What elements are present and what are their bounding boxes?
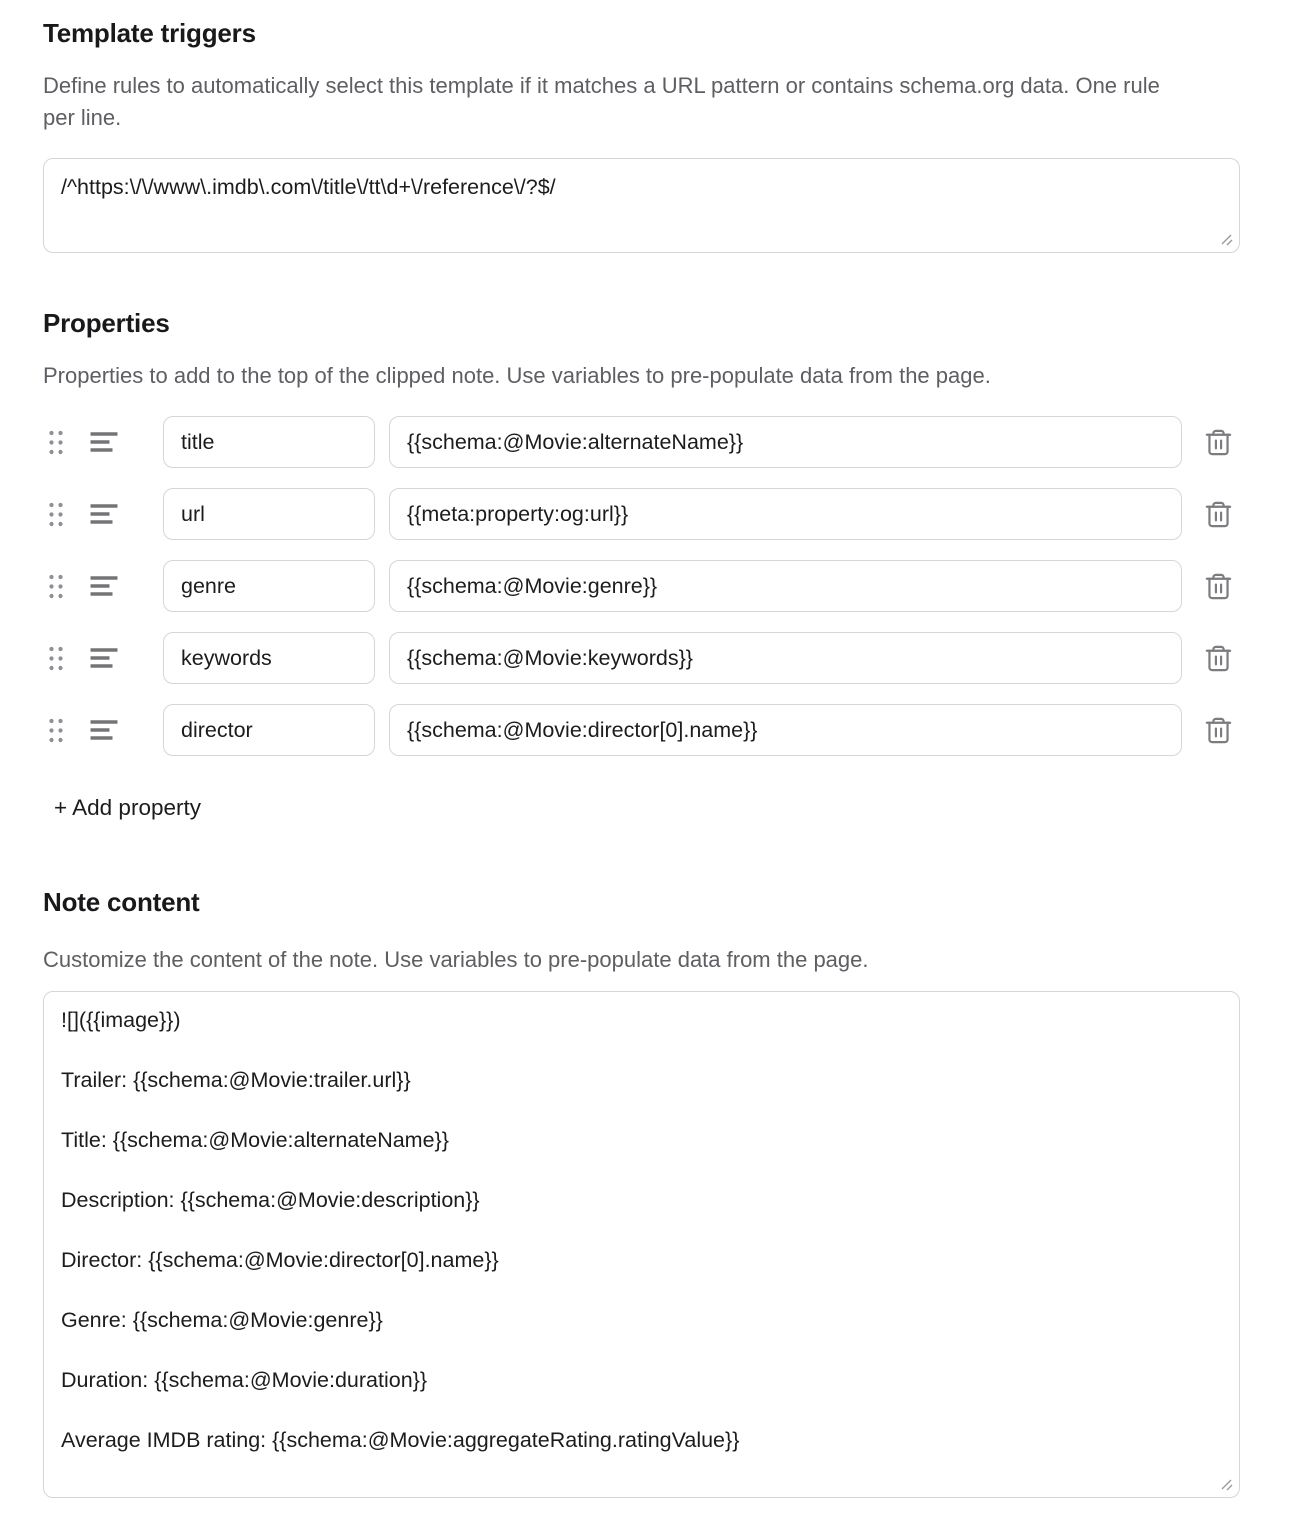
property-type-button[interactable] xyxy=(89,573,119,599)
grip-vertical-icon xyxy=(47,716,65,745)
delete-property-button[interactable] xyxy=(1203,499,1234,530)
text-type-icon xyxy=(89,717,119,743)
grip-vertical-icon xyxy=(47,500,65,529)
text-type-icon xyxy=(89,429,119,455)
properties-description: Properties to add to the top of the clipped note. Use variables to pre-populate data from the page. xyxy=(43,363,991,388)
property-name-input[interactable] xyxy=(163,560,375,612)
text-type-icon xyxy=(89,645,119,671)
property-value-input[interactable] xyxy=(389,560,1182,612)
property-row xyxy=(43,488,1240,540)
property-type-button[interactable] xyxy=(89,717,119,743)
trash-icon xyxy=(1203,571,1234,602)
template-editor xyxy=(43,0,1240,1498)
property-name-input[interactable] xyxy=(163,704,375,756)
drag-handle[interactable] xyxy=(46,644,66,673)
note-content-description: Customize the content of the note. Use variables to pre-populate data from the page. xyxy=(43,947,869,972)
note-content-heading: Note content xyxy=(43,887,200,917)
property-name-input[interactable] xyxy=(163,632,375,684)
property-value-input[interactable] xyxy=(389,488,1182,540)
properties-section xyxy=(43,308,1240,821)
grip-vertical-icon xyxy=(47,644,65,673)
template-triggers-section xyxy=(43,18,1240,253)
text-type-icon xyxy=(89,573,119,599)
drag-handle[interactable] xyxy=(46,716,66,745)
template-triggers-heading: Template triggers xyxy=(43,18,256,48)
property-row xyxy=(43,632,1240,684)
property-value-input[interactable] xyxy=(389,632,1182,684)
property-row xyxy=(43,560,1240,612)
property-row xyxy=(43,704,1240,756)
grip-vertical-icon xyxy=(47,572,65,601)
note-content-textarea[interactable] xyxy=(43,991,1240,1498)
trash-icon xyxy=(1203,427,1234,458)
template-triggers-textarea[interactable] xyxy=(43,158,1240,253)
add-property-button[interactable]: + Add property xyxy=(54,795,201,820)
property-row xyxy=(43,416,1240,468)
drag-handle[interactable] xyxy=(46,572,66,601)
template-triggers-field xyxy=(43,158,1240,253)
delete-property-button[interactable] xyxy=(1203,643,1234,674)
grip-vertical-icon xyxy=(47,428,65,457)
trash-icon xyxy=(1203,499,1234,530)
property-type-button[interactable] xyxy=(89,645,119,671)
text-type-icon xyxy=(89,501,119,527)
property-name-input[interactable] xyxy=(163,488,375,540)
property-value-input[interactable] xyxy=(389,416,1182,468)
trash-icon xyxy=(1203,643,1234,674)
property-rows xyxy=(43,416,1240,756)
properties-heading: Properties xyxy=(43,308,170,338)
property-type-button[interactable] xyxy=(89,429,119,455)
note-content-field xyxy=(43,991,1240,1498)
note-content-section xyxy=(43,887,1240,1498)
property-type-button[interactable] xyxy=(89,501,119,527)
delete-property-button[interactable] xyxy=(1203,571,1234,602)
drag-handle[interactable] xyxy=(46,500,66,529)
property-name-input[interactable] xyxy=(163,416,375,468)
delete-property-button[interactable] xyxy=(1203,715,1234,746)
drag-handle[interactable] xyxy=(46,428,66,457)
trash-icon xyxy=(1203,715,1234,746)
property-value-input[interactable] xyxy=(389,704,1182,756)
delete-property-button[interactable] xyxy=(1203,427,1234,458)
template-triggers-description: Define rules to automatically select this template if it matches a URL pattern or contains schema.org data. One rule per line. xyxy=(43,73,1160,130)
